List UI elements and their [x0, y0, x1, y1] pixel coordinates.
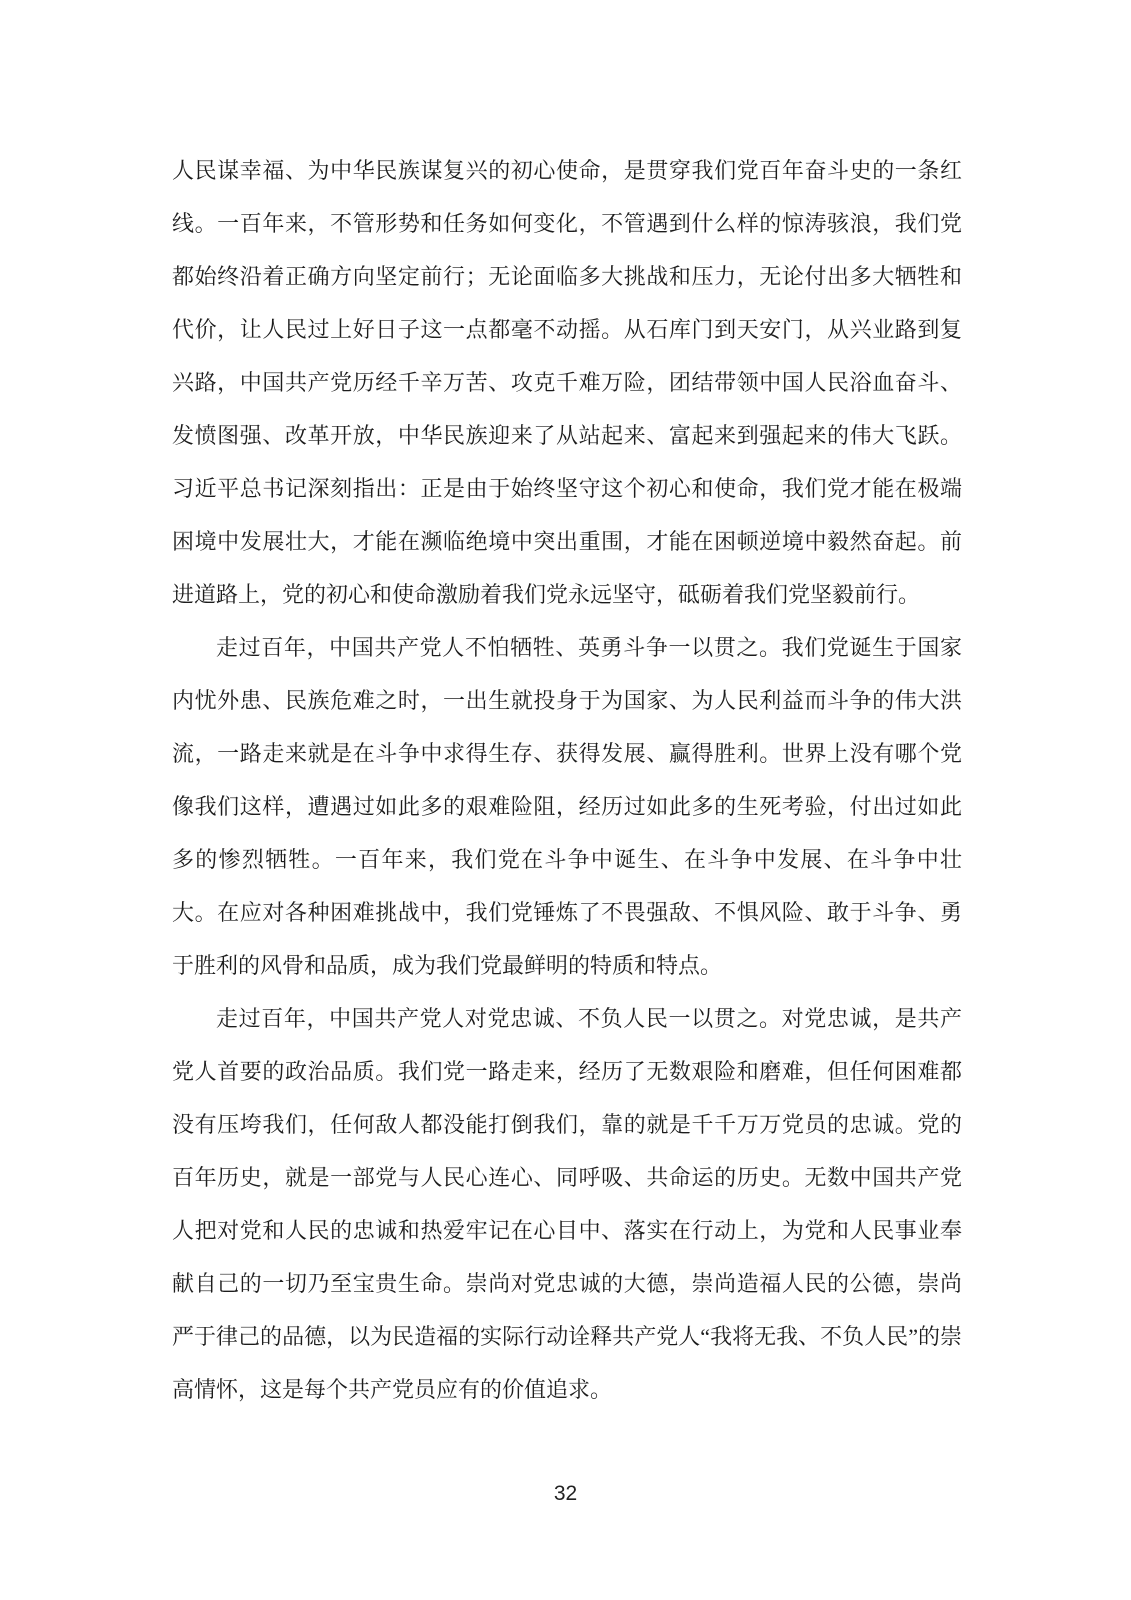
text-block — [172, 144, 962, 1416]
paragraph-3: 走过百年，中国共产党人对党忠诚、不负人民一以贯之。对党忠诚，是共产党人首要的政治品质。我们党一路走来，经历了无数艰险和磨难，但任何困难都没有压垮我们，任何敌人都没能打倒我们，靠的就是千千万万党员的忠诚。党的百年历史，就是一部党与人民心连心、同呼吸、共命运的历史。无数中国共产党人把对党和人民的忠诚和热爱牢记在心目中、落实在行动上，为党和人民事业奉献自己的一切乃至宝贵生命。崇尚对党忠诚的大德，崇尚造福人民的公德，崇尚严于律己的品德，以为民造福的实际行动诠释共产党人“我将无我、不负人民”的崇高情怀，这是每个共产党员应有的价值追求。 — [172, 1006, 962, 1402]
page-number: 32 — [553, 1482, 578, 1505]
paragraph-1: 人民谋幸福、为中华民族谋复兴的初心使命，是贯穿我们党百年奋斗史的一条红线。一百年来，不管形势和任务如何变化，不管遇到什么样的惊涛骇浪，我们党都始终沿着正确方向坚定前行；无论面临多大挑战和压力，无论付出多大牺牲和代价，让人民过上好日子这一点都毫不动摇。从石库门到天安门，从兴业路到复兴路，中国共产党历经千辛万苦、攻克千难万险，团结带领中国人民浴血奋斗、发愤图强、改革开放，中华民族迎来了从站起来、富起来到强起来的伟大飞跃。习近平总书记深刻指出：正是由于始终坚守这个初心和使命，我们党才能在极端困境中发展壮大，才能在濒临绝境中突出重围，才能在困顿逆境中毅然奋起。前进道路上，党的初心和使命激励着我们党永远坚守，砥砺着我们党坚毅前行。 — [172, 158, 962, 607]
page-footer — [0, 1482, 1131, 1506]
paragraph-2: 走过百年，中国共产党人不怕牺牲、英勇斗争一以贯之。我们党诞生于国家内忧外患、民族危难之时，一出生就投身于为国家、为人民利益而斗争的伟大洪流，一路走来就是在斗争中求得生存、获得发展、赢得胜利。世界上没有哪个党像我们这样，遭遇过如此多的艰难险阻，经历过如此多的生死考验，付出过如此多的惨烈牺牲。一百年来，我们党在斗争中诞生、在斗争中发展、在斗争中壮大。在应对各种困难挑战中，我们党锤炼了不畏强敌、不惧风险、敢于斗争、勇于胜利的风骨和品质，成为我们党最鲜明的特质和特点。 — [172, 635, 962, 978]
